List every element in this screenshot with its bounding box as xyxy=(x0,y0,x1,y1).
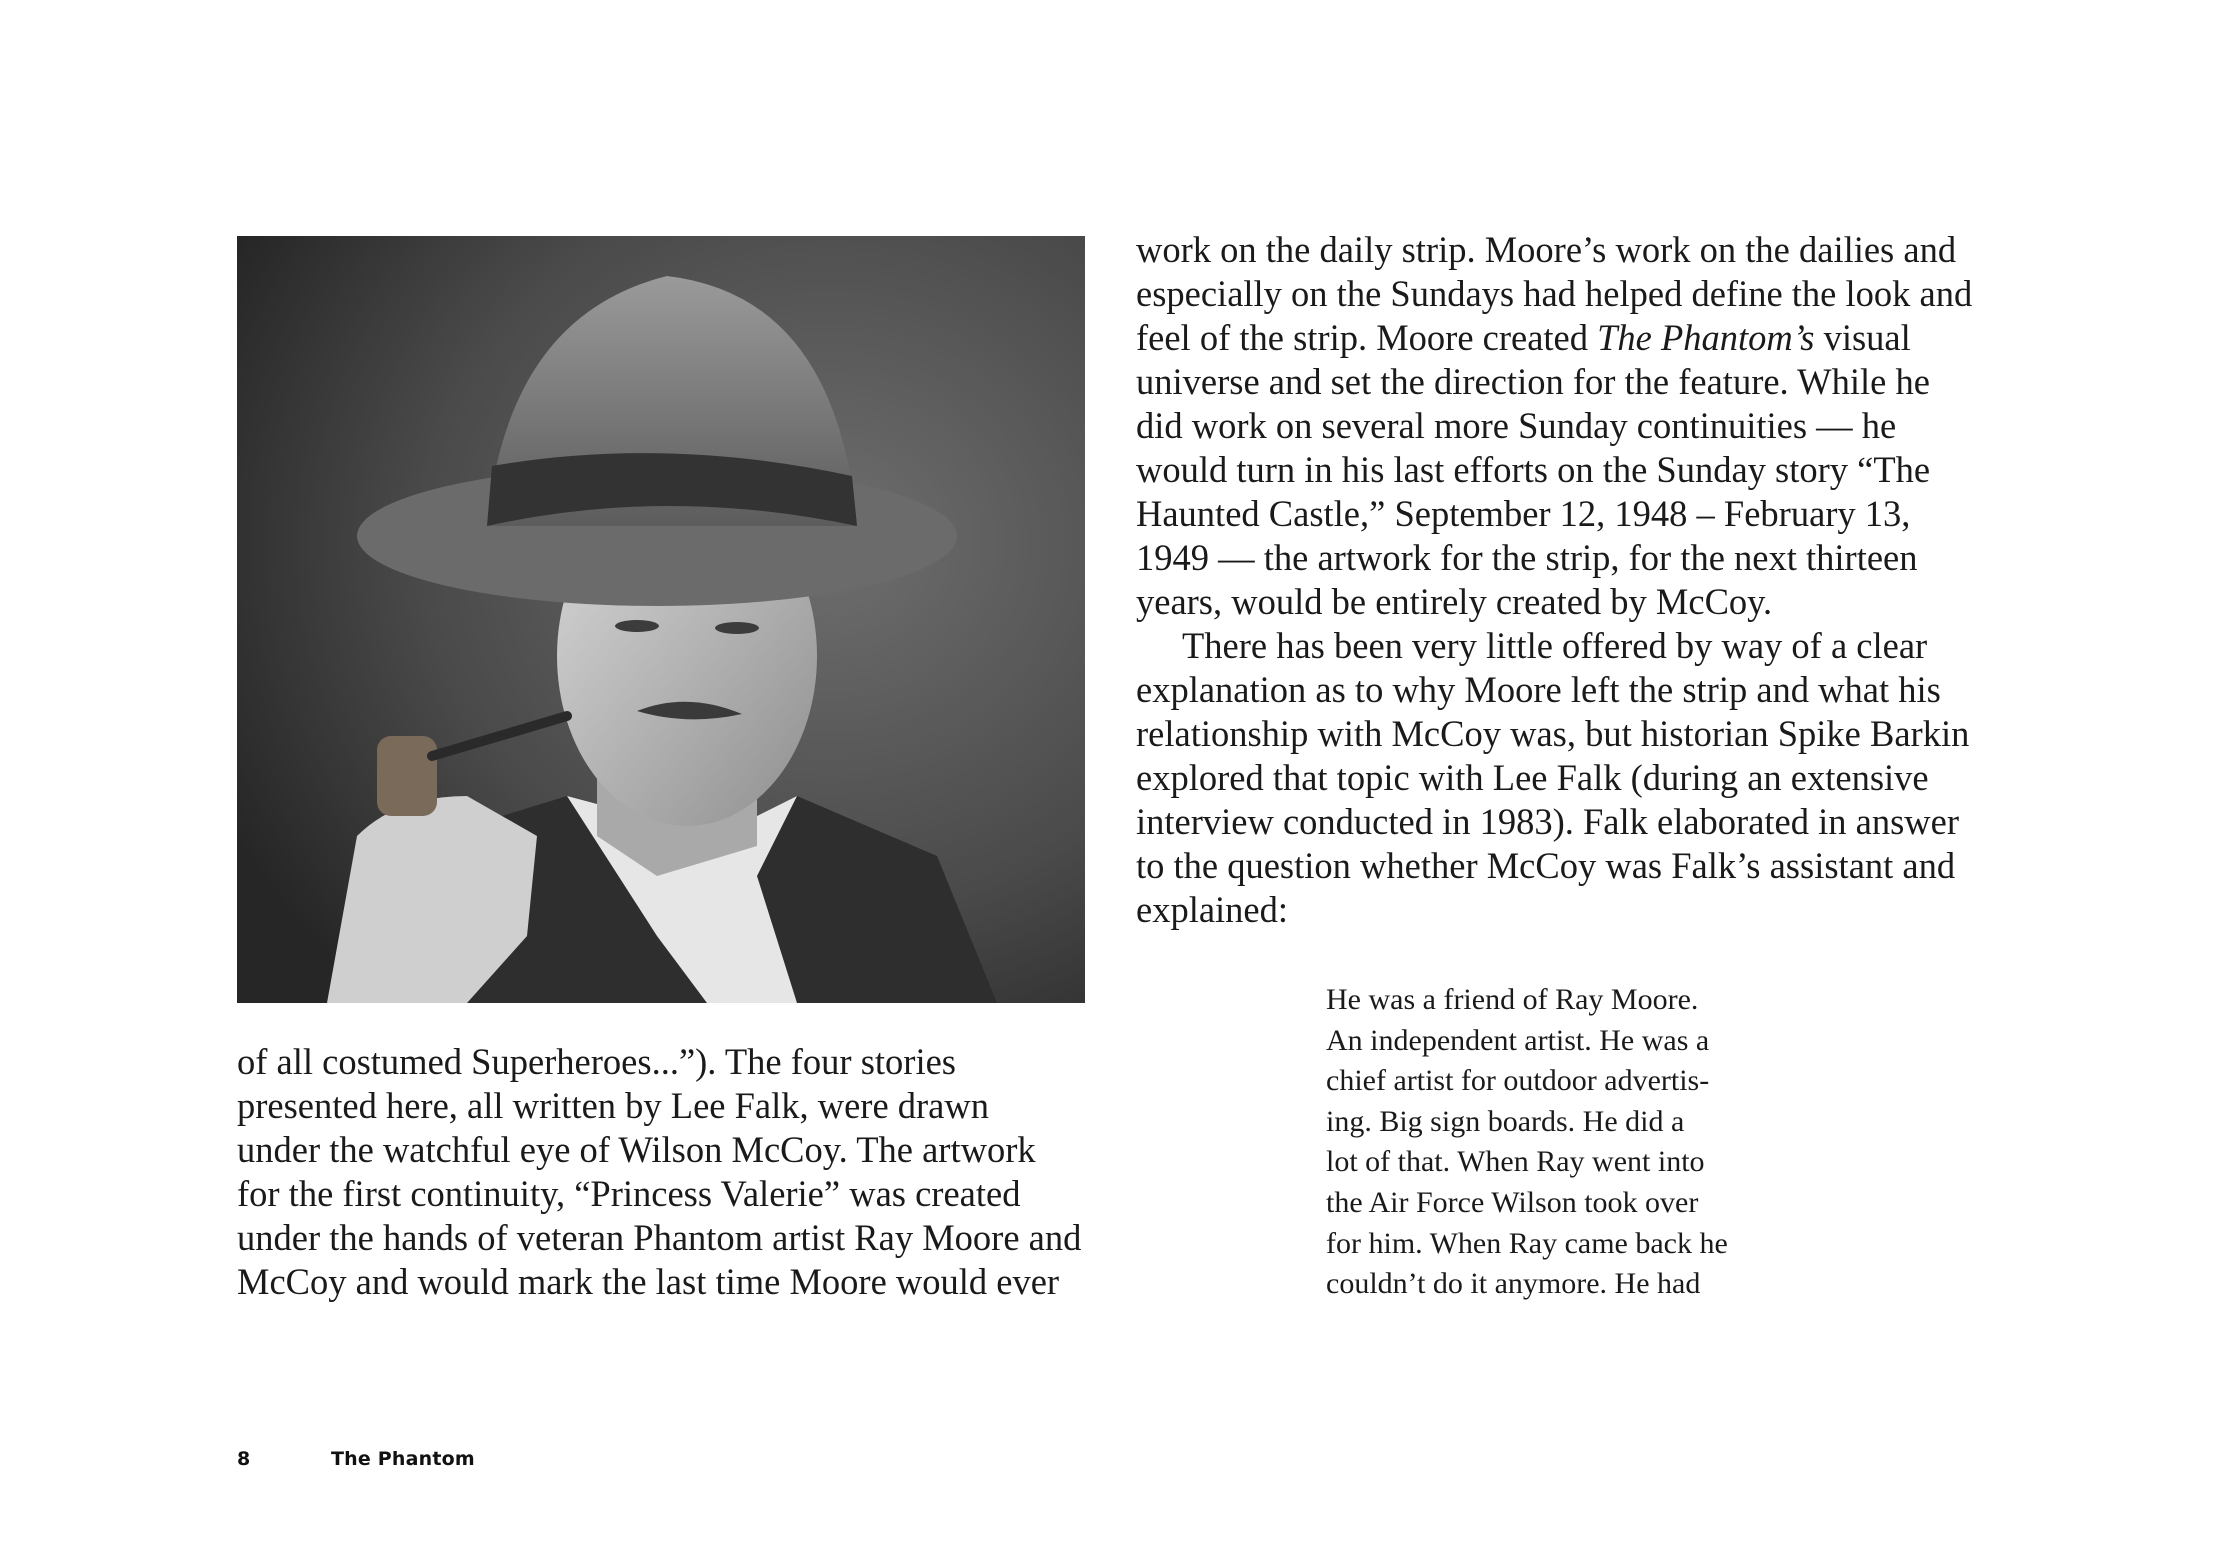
page-number: 8 xyxy=(237,1448,251,1470)
right-line-11: explanation as to why Moore left the strip and what his xyxy=(1136,669,1941,710)
quote-line-3: chief artist for outdoor advertis- xyxy=(1326,1064,1710,1098)
portrait-photo xyxy=(237,236,1085,1003)
quote-line-2: An independent artist. He was a xyxy=(1326,1023,1710,1057)
left-line-3: under the watchful eye of Wilson McCoy. The artwork xyxy=(237,1129,1036,1170)
right-line-15: to the question whether McCoy was Falk’s assistant and xyxy=(1136,845,1956,886)
right-line-14: interview conducted in 1983). Falk elaborated in answer xyxy=(1136,801,1960,842)
left-column-text xyxy=(237,1040,1097,1304)
quote-line-8: couldn’t do it anymore. He had xyxy=(1326,1267,1701,1301)
right-line-3-pre: feel of the strip. Moore created xyxy=(1136,317,1598,358)
left-line-5: under the hands of veteran Phantom artist Ray Moore and xyxy=(237,1217,1082,1258)
portrait-image xyxy=(237,236,1085,1003)
right-line-6: would turn in his last efforts on the Sunday story “The xyxy=(1136,449,1931,490)
right-line-1: work on the daily strip. Moore’s work on the dailies and xyxy=(1136,229,1957,270)
right-line-5: did work on several more Sunday continuities — he xyxy=(1136,405,1897,446)
right-line-8: 1949 — the artwork for the strip, for the next thirteen xyxy=(1136,537,1918,578)
right-line-4: universe and set the direction for the feature. While he xyxy=(1136,361,1930,402)
running-title: The Phantom xyxy=(331,1448,475,1470)
right-line-10: There has been very little offered by way of a clear xyxy=(1182,625,1928,666)
quote-line-6: the Air Force Wilson took over xyxy=(1326,1185,1699,1219)
block-quote xyxy=(1326,980,1826,1305)
left-line-4: for the first continuity, “Princess Valerie” was created xyxy=(237,1173,1021,1214)
left-line-2: presented here, all written by Lee Falk, were drawn xyxy=(237,1085,989,1126)
right-line-13: explored that topic with Lee Falk (during an extensive xyxy=(1136,757,1929,798)
right-line-16: explained: xyxy=(1136,889,1289,930)
right-line-12: relationship with McCoy was, but historian Spike Barkin xyxy=(1136,713,1970,754)
quote-line-7: for him. When Ray came back he xyxy=(1326,1226,1728,1260)
right-line-2: especially on the Sundays had helped define the look and xyxy=(1136,273,1973,314)
right-line-7: Haunted Castle,” September 12, 1948 – February 13, xyxy=(1136,493,1911,534)
right-line-3-post: visual xyxy=(1814,317,1911,358)
right-column-text xyxy=(1136,228,1996,932)
left-line-6: McCoy and would mark the last time Moore would ever xyxy=(237,1261,1060,1302)
left-line-1: of all costumed Superheroes...”). The four stories xyxy=(237,1041,956,1082)
right-line-9: years, would be entirely created by McCoy. xyxy=(1136,581,1773,622)
quote-line-1: He was a friend of Ray Moore. xyxy=(1326,983,1699,1016)
right-line-3 xyxy=(1136,316,1996,360)
quote-line-4: ing. Big sign boards. He did a xyxy=(1326,1104,1685,1138)
quote-line-5: lot of that. When Ray went into xyxy=(1326,1145,1705,1179)
book-title-italic: The Phantom’s xyxy=(1597,317,1815,358)
